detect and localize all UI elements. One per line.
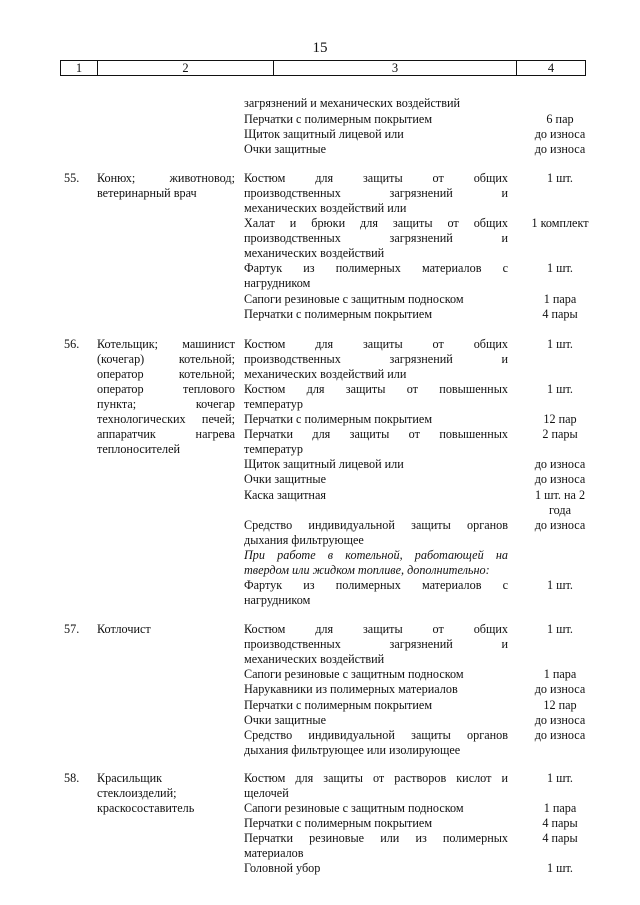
ppe-item-line: Нарукавники из полимерных материалов (244, 682, 458, 696)
ppe-quantity-line: 1 шт. (547, 337, 573, 351)
ppe-quantity-line: 1 шт. (547, 622, 573, 636)
ppe-quantity-line: 1 шт. (547, 861, 573, 875)
ppe-quantity (520, 816, 600, 831)
ppe-item (244, 831, 508, 861)
occupation-line: Конюх; животновод; (97, 171, 235, 185)
ppe-item-line: загрязнений и механических воздействий (244, 96, 461, 110)
ppe-item-line: температур (244, 442, 303, 456)
ppe-quantity-line: 1 шт. (547, 771, 573, 785)
ppe-item-line: Костюм для защиты от повышенных (244, 382, 508, 396)
ppe-item-line: Очки защитные (244, 142, 326, 156)
ppe-quantity (520, 382, 600, 397)
ppe-quantity (520, 518, 600, 533)
ppe-quantity (520, 771, 600, 786)
ppe-item (244, 771, 508, 801)
ppe-quantity (520, 713, 600, 728)
ppe-item (244, 307, 508, 322)
ppe-quantity (520, 292, 600, 307)
ppe-item (244, 667, 508, 682)
occupation-line: Котлочист (97, 622, 151, 636)
ppe-item-line: Костюм для защиты от общих (244, 622, 508, 636)
ppe-item-line: Костюм для защиты от растворов кислот и (244, 771, 508, 785)
ppe-item (244, 488, 508, 503)
ppe-item-line: нагрудником (244, 593, 311, 607)
ppe-quantity-line: до износа (534, 127, 586, 141)
ppe-quantity-line: до износа (534, 472, 586, 486)
ppe-quantity (520, 578, 600, 593)
entry-number: 56. (64, 337, 80, 351)
ppe-item (244, 801, 508, 816)
ppe-item-line: Каска защитная (244, 488, 326, 502)
ppe-quantity-line: 12 пар (543, 412, 577, 426)
ppe-item-line: твердом или жидком топливе, дополнительно: (244, 563, 490, 577)
occupation-cell (97, 337, 235, 457)
ppe-quantity-line: 6 пар (546, 112, 574, 126)
ppe-quantity-line: 1 пара (543, 801, 577, 815)
ppe-quantity (520, 698, 600, 713)
ppe-quantity-line: 4 пары (542, 307, 578, 321)
ppe-quantity-line: года (548, 503, 572, 517)
ppe-item (244, 578, 508, 608)
ppe-quantity (520, 216, 600, 231)
ppe-item (244, 382, 508, 412)
ppe-item-line: производственных загрязнений и (244, 352, 508, 366)
ppe-quantity (520, 472, 600, 487)
occupation-line: Котельщик; машинист (97, 337, 235, 351)
ppe-item (244, 337, 508, 382)
ppe-item (244, 112, 508, 127)
occupation-line: теплоносителей (97, 442, 181, 456)
ppe-item (244, 261, 508, 291)
ppe-item (244, 728, 508, 758)
occupation-line: оператор котельной; (97, 367, 235, 381)
ppe-quantity (520, 728, 600, 743)
ppe-item-line: Фартук из полимерных материалов с (244, 578, 508, 592)
ppe-quantity-line: 1 шт. (547, 578, 573, 592)
ppe-item-line: нагрудником (244, 276, 311, 290)
ppe-quantity-line: до износа (534, 142, 586, 156)
ppe-quantity (520, 412, 600, 427)
ppe-item (244, 682, 508, 697)
column-header-1: 1 (61, 61, 98, 75)
ppe-item-line: механических воздействий (244, 652, 385, 666)
column-header-2: 2 (98, 61, 274, 75)
ppe-item-line: Щиток защитный лицевой или (244, 127, 404, 141)
ppe-item-line: щелочей (244, 786, 289, 800)
ppe-item (244, 518, 508, 548)
ppe-quantity (520, 112, 600, 127)
ppe-quantity-line: до износа (534, 457, 586, 471)
ppe-item-line: Очки защитные (244, 472, 326, 486)
ppe-item (244, 216, 508, 261)
ppe-quantity-line: до износа (534, 682, 586, 696)
ppe-item-line: Перчатки с полимерным покрытием (244, 307, 433, 321)
ppe-item (244, 292, 508, 307)
occupation-line: пункта; кочегар (97, 397, 235, 411)
column-header-4: 4 (547, 61, 555, 75)
ppe-quantity-line: 1 шт. (547, 261, 573, 275)
ppe-item-line: дыхания фильтрующее (244, 533, 364, 547)
occupation-line: ветеринарный врач (97, 186, 197, 200)
ppe-item-line: механических воздействий (244, 246, 385, 260)
ppe-quantity (520, 801, 600, 816)
ppe-quantity (520, 457, 600, 472)
occupation-line: оператор теплового (97, 382, 235, 396)
ppe-item (244, 142, 508, 157)
ppe-item (244, 816, 508, 831)
occupation-cell (97, 171, 235, 201)
ppe-quantity-line: 1 шт. (547, 171, 573, 185)
ppe-quantity-line: 1 пара (543, 667, 577, 681)
ppe-quantity (520, 861, 600, 876)
ppe-item-line: Очки защитные (244, 713, 326, 727)
ppe-quantity-line: 1 пара (543, 292, 577, 306)
ppe-quantity-line: до износа (534, 518, 586, 532)
page-number: 15 (312, 40, 328, 56)
ppe-item (244, 472, 508, 487)
ppe-quantity (520, 831, 600, 846)
ppe-item-line: Перчатки с полимерным покрытием (244, 112, 433, 126)
ppe-item (244, 427, 508, 457)
occupation-line: аппаратчик нагрева (97, 427, 235, 441)
ppe-item-line: Халат и брюки для защиты от общих (244, 216, 508, 230)
ppe-item-line: Костюм для защиты от общих (244, 337, 508, 351)
ppe-item-line: Перчатки с полимерным покрытием (244, 816, 433, 830)
ppe-item-line: Перчатки с полимерным покрытием (244, 698, 433, 712)
ppe-item-line: Средство индивидуальной защиты органов (244, 728, 508, 742)
ppe-item-line: производственных загрязнений и (244, 231, 508, 245)
ppe-item-line: Костюм для защиты от общих (244, 171, 508, 185)
ppe-quantity-line: 1 шт. (547, 382, 573, 396)
ppe-quantity (520, 307, 600, 322)
ppe-quantity (520, 171, 600, 186)
ppe-quantity-line: 4 пары (542, 816, 578, 830)
ppe-item (244, 861, 508, 876)
ppe-quantity-line: 1 комплект (531, 216, 589, 230)
ppe-item-line: Перчатки с полимерным покрытием (244, 412, 433, 426)
ppe-quantity-line: 2 пары (542, 427, 578, 441)
ppe-item-line: производственных загрязнений и (244, 637, 508, 651)
occupation-cell (97, 622, 235, 637)
ppe-item-line: Сапоги резиновые с защитным подноском (244, 292, 464, 306)
ppe-item-line: Средство индивидуальной защиты органов (244, 518, 508, 532)
ppe-item (244, 622, 508, 667)
occupation-line: технологических печей; (97, 412, 235, 426)
ppe-item-line: дыхания фильтрующее или изолирующее (244, 743, 461, 757)
ppe-item (244, 96, 508, 111)
ppe-item (244, 713, 508, 728)
ppe-quantity-line: 4 пары (542, 831, 578, 845)
occupation-line: стеклоизделий; (97, 786, 177, 800)
ppe-quantity (520, 142, 600, 157)
occupation-cell (97, 771, 235, 816)
ppe-quantity-line: 1 шт. на 2 (534, 488, 586, 502)
entry-number: 55. (64, 171, 80, 185)
ppe-item (244, 698, 508, 713)
ppe-item-line: температур (244, 397, 303, 411)
ppe-quantity (520, 337, 600, 352)
ppe-item-line: При работе в котельной, работающей на (244, 548, 508, 562)
ppe-item-line: Фартук из полимерных материалов с (244, 261, 508, 275)
ppe-item-line: Щиток защитный лицевой или (244, 457, 404, 471)
ppe-quantity-line: 12 пар (543, 698, 577, 712)
ppe-quantity (520, 488, 600, 518)
ppe-item-line: Сапоги резиновые с защитным подноском (244, 667, 464, 681)
ppe-item (244, 457, 508, 472)
occupation-line: (кочегар) котельной; (97, 352, 235, 366)
ppe-quantity-line: до износа (534, 728, 586, 742)
ppe-item-line: Головной убор (244, 861, 321, 875)
occupation-line: Красильщик (97, 771, 163, 785)
ppe-item-line: Перчатки для защиты от повышенных (244, 427, 508, 441)
ppe-quantity (520, 127, 600, 142)
ppe-quantity (520, 622, 600, 637)
column-header-3: 3 (274, 61, 517, 75)
ppe-item (244, 171, 508, 216)
ppe-quantity (520, 427, 600, 442)
ppe-quantity (520, 682, 600, 697)
ppe-item-line: производственных загрязнений и (244, 186, 508, 200)
ppe-quantity (520, 667, 600, 682)
ppe-quantity-line: до износа (534, 713, 586, 727)
ppe-item-line: механических воздействий или (244, 201, 407, 215)
ppe-quantity (520, 261, 600, 276)
ppe-item (244, 412, 508, 427)
ppe-item-line: материалов (244, 846, 304, 860)
ppe-item (244, 548, 508, 578)
ppe-item-line: механических воздействий или (244, 367, 407, 381)
entry-number: 58. (64, 771, 80, 785)
entry-number: 57. (64, 622, 80, 636)
occupation-line: краскосоставитель (97, 801, 195, 815)
ppe-item-line: Сапоги резиновые с защитным подноском (244, 801, 464, 815)
column-header-row (60, 60, 586, 76)
ppe-item (244, 127, 508, 142)
ppe-item-line: Перчатки резиновые или из полимерных (244, 831, 508, 845)
